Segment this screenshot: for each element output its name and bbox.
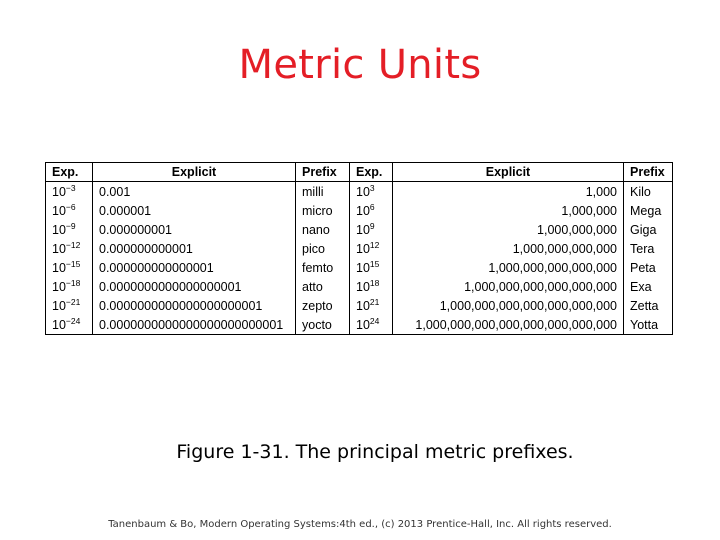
header-exp-small: Exp.	[46, 163, 93, 182]
header-exp-big: Exp.	[350, 163, 393, 182]
table-row	[46, 258, 673, 277]
big-exponent-base: 10	[356, 317, 370, 332]
big-prefix-name: Exa	[624, 277, 673, 296]
slide-title: Metric Units	[238, 42, 482, 88]
big-exponent-base: 10	[356, 241, 370, 256]
small-exponent-base: 10	[52, 241, 66, 256]
table-header-row	[46, 163, 673, 182]
table-row	[46, 296, 673, 315]
small-exponent-base: 10	[52, 184, 66, 199]
big-prefix-name: Peta	[624, 258, 673, 277]
big-exponent	[350, 201, 393, 220]
small-exponent-base: 10	[52, 317, 66, 332]
small-exponent	[46, 220, 93, 239]
big-explicit-value: 1,000	[393, 182, 624, 202]
header-explicit-big: Explicit	[393, 163, 624, 182]
small-explicit-value: 0.0000000000000000001	[93, 277, 296, 296]
big-prefix-name: Zetta	[624, 296, 673, 315]
small-prefix-name: milli	[296, 182, 350, 202]
big-exponent	[350, 220, 393, 239]
big-exponent-power: 24	[369, 315, 380, 326]
small-prefix-name: micro	[296, 201, 350, 220]
small-explicit-value: 0.000000000001	[93, 239, 296, 258]
big-explicit-value: 1,000,000,000	[393, 220, 624, 239]
big-exponent-base: 10	[356, 298, 370, 313]
big-exponent-base: 10	[356, 279, 370, 294]
small-exponent-base: 10	[52, 298, 66, 313]
small-exponent	[46, 201, 93, 220]
header-prefix-big: Prefix	[624, 163, 673, 182]
big-explicit-value: 1,000,000	[393, 201, 624, 220]
big-prefix-name: Mega	[624, 201, 673, 220]
small-exponent-base: 10	[52, 260, 66, 275]
copyright-footer: Tanenbaum & Bo, Modern Operating Systems:4th ed., (c) 2013 Prentice-Hall, Inc. All rights reserved.	[108, 519, 612, 530]
big-exponent	[350, 315, 393, 335]
table-body	[46, 182, 673, 335]
big-prefix-name: Kilo	[624, 182, 673, 202]
small-exponent-power: −15	[65, 258, 81, 269]
small-exponent	[46, 258, 93, 277]
big-exponent-power: 6	[369, 201, 375, 212]
table-row	[46, 220, 673, 239]
small-prefix-name: pico	[296, 239, 350, 258]
small-exponent	[46, 315, 93, 335]
table-row	[46, 277, 673, 296]
big-exponent	[350, 296, 393, 315]
big-prefix-name: Giga	[624, 220, 673, 239]
small-exponent	[46, 182, 93, 202]
big-explicit-value: 1,000,000,000,000	[393, 239, 624, 258]
big-explicit-value: 1,000,000,000,000,000,000	[393, 277, 624, 296]
big-exponent	[350, 277, 393, 296]
small-exponent-power: −6	[65, 201, 76, 212]
big-explicit-value: 1,000,000,000,000,000,000,000,000	[393, 315, 624, 335]
table-row	[46, 315, 673, 335]
big-exponent-base: 10	[356, 184, 370, 199]
big-exponent-power: 18	[369, 277, 380, 288]
small-exponent	[46, 277, 93, 296]
small-explicit-value: 0.000000000000001	[93, 258, 296, 277]
small-exponent-base: 10	[52, 203, 66, 218]
small-prefix-name: femto	[296, 258, 350, 277]
small-exponent-power: −18	[65, 277, 81, 288]
small-explicit-value: 0.000001	[93, 201, 296, 220]
big-exponent-power: 12	[369, 239, 380, 250]
small-exponent-base: 10	[52, 279, 66, 294]
small-explicit-value: 0.000000001	[93, 220, 296, 239]
big-explicit-value: 1,000,000,000,000,000,000,000	[393, 296, 624, 315]
small-explicit-value: 0.0000000000000000000001	[93, 296, 296, 315]
small-exponent-power: −12	[65, 239, 81, 250]
small-prefix-name: atto	[296, 277, 350, 296]
small-exponent-power: −21	[65, 296, 81, 307]
small-exponent	[46, 239, 93, 258]
big-exponent-base: 10	[356, 203, 370, 218]
small-exponent-power: −9	[65, 220, 76, 231]
big-exponent-base: 10	[356, 260, 370, 275]
small-prefix-name: nano	[296, 220, 350, 239]
big-exponent	[350, 182, 393, 202]
big-exponent-base: 10	[356, 222, 370, 237]
small-explicit-value: 0.001	[93, 182, 296, 202]
small-prefix-name: yocto	[296, 315, 350, 335]
figure-caption: Figure 1-31. The principal metric prefixes.	[176, 441, 574, 463]
table-row	[46, 239, 673, 258]
big-prefix-name: Tera	[624, 239, 673, 258]
table-row	[46, 201, 673, 220]
big-explicit-value: 1,000,000,000,000,000	[393, 258, 624, 277]
big-exponent-power: 3	[369, 182, 375, 193]
header-prefix-small: Prefix	[296, 163, 350, 182]
header-explicit-small: Explicit	[93, 163, 296, 182]
big-exponent-power: 15	[369, 258, 380, 269]
big-exponent	[350, 258, 393, 277]
small-exponent-base: 10	[52, 222, 66, 237]
big-exponent	[350, 239, 393, 258]
metric-prefix-table	[45, 162, 673, 335]
small-exponent	[46, 296, 93, 315]
small-explicit-value: 0.0000000000000000000000001	[93, 315, 296, 335]
small-exponent-power: −3	[65, 182, 76, 193]
small-exponent-power: −24	[65, 315, 81, 326]
big-exponent-power: 21	[369, 296, 380, 307]
table-row	[46, 182, 673, 202]
small-prefix-name: zepto	[296, 296, 350, 315]
big-prefix-name: Yotta	[624, 315, 673, 335]
big-exponent-power: 9	[369, 220, 375, 231]
